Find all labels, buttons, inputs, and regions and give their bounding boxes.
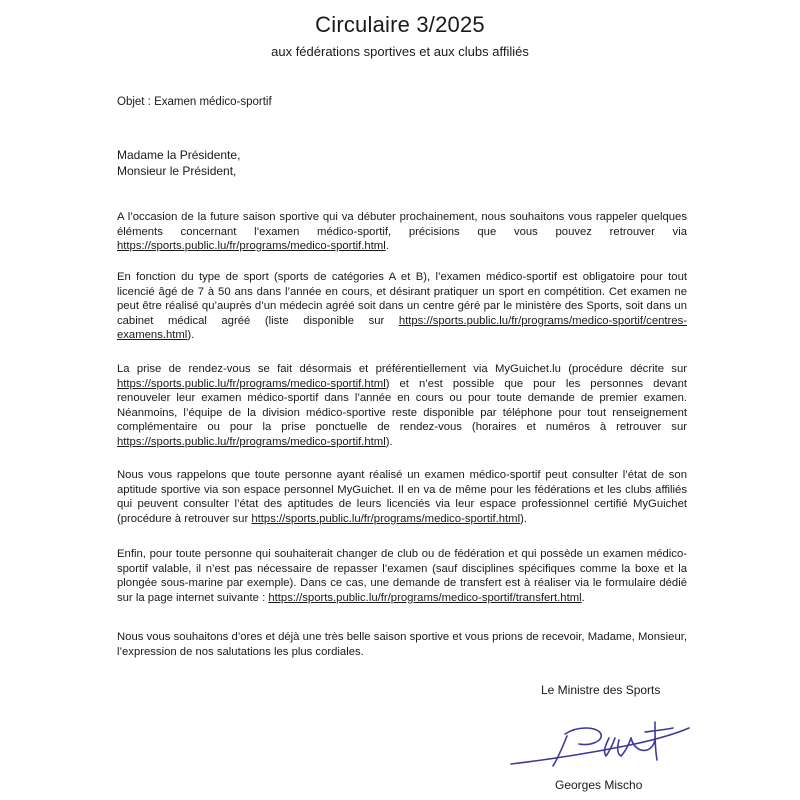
paragraph-2-end: ). xyxy=(187,329,195,341)
paragraph-4-text: Nous vous rappelons que toute personne ayant réalisé un examen médico-sportif peut consulter l’état de son aptitude sportive via son espace personnel MyGuichet. Il en va de même pour les fédérations et les clubs affiliés qui peuvent consulter l’état des aptitudes de leurs licenciés via leur espace professionnel certifié MyGuichet (procédure à retrouver sur xyxy=(117,469,687,525)
paragraph-3-link-a[interactable]: https://sports.public.lu/fr/programs/medico-sportif.html xyxy=(117,377,386,390)
paragraph-6 xyxy=(117,630,687,659)
salutation-line-1: Madame la Présidente, xyxy=(117,148,241,162)
paragraph-4-end: ). xyxy=(520,512,527,525)
paragraph-5 xyxy=(117,547,687,605)
signatory-name: Georges Mischo xyxy=(555,778,643,792)
paragraph-5-end: . xyxy=(581,591,585,604)
paragraph-5-text: Enfin, pour toute personne qui souhaiterait changer de club ou de fédération et qui possède un examen médico-sportif valable, il n’est pas nécessaire de repasser l’examen (sauf disciplines spécifiques comme la boxe et la plongée sous-marine par exemple). Dans ce cas, une demande de transfert est à réaliser via le formulaire dédié sur la page internet suivante : xyxy=(117,548,687,604)
paragraph-3-text-a: La prise de rendez-vous se fait désormais et préférentiellement via MyGuichet.lu (procédure décrite sur xyxy=(117,363,687,375)
paragraph-2-text: En fonction du type de sport (sports de catégories A et B), l’examen médico-sportif est obligatoire pour tout licencié âgé de 7 à 50 ans dans l’année en cours, et désirant pratiquer un sport en compétition. Cet examen ne peut être réalisé qu’auprès d’un médecin agréé soit dans un centre géré par le ministère des Sports, soit dans un cabinet médical agréé (liste disponible sur xyxy=(117,271,687,327)
paragraph-3-end: ). xyxy=(385,435,393,448)
signatory-title: Le Ministre des Sports xyxy=(541,683,661,697)
paragraph-3 xyxy=(117,362,687,449)
paragraph-5-link[interactable]: https://sports.public.lu/fr/programs/medico-sportif/transfert.html xyxy=(268,591,582,604)
salutation-line-2: Monsieur le Président, xyxy=(117,164,237,178)
paragraph-1-link[interactable]: https://sports.public.lu/fr/programs/medico-sportif.html xyxy=(117,240,386,252)
paragraph-1-text: A l’occasion de la future saison sportive qui va débuter prochainement, nous souhaitons vous rappeler quelques éléments concernant l’examen médico-sportif, précisions que vous pouvez retrouver via xyxy=(117,211,687,238)
paragraph-4 xyxy=(117,468,687,526)
paragraph-6-text: Nous vous souhaitons d’ores et déjà une très belle saison sportive et vous prions de recevoir, Madame, Monsieur, l’expression de nos salutations les plus cordiales. xyxy=(117,631,687,658)
page-subtitle: aux fédérations sportives et aux clubs affiliés xyxy=(271,44,529,59)
paragraph-2-link[interactable]: https://sports.public.lu/fr/programs/medico-sportif/centres-examens.html xyxy=(117,314,687,341)
paragraph-2 xyxy=(117,270,687,343)
paragraph-4-link[interactable]: https://sports.public.lu/fr/programs/medico-sportif.html xyxy=(251,512,521,525)
paragraph-1 xyxy=(117,210,687,254)
object-line: Objet : Examen médico-sportif xyxy=(117,96,272,108)
handwritten-signature xyxy=(505,712,695,777)
paragraph-1-end: . xyxy=(385,240,389,252)
page-title: Circulaire 3/2025 xyxy=(315,12,485,37)
paragraph-3-link-b[interactable]: https://sports.public.lu/fr/programs/medico-sportif.html xyxy=(117,435,386,448)
paragraph-3-text-b: ) et n’est possible que pour les personnes devant renouveler leur examen médico-sportif dans l’année en cours ou pour toute demande de premier examen. Néanmoins, l’équipe de la division médico-sportive reste disponible par téléphone pour tout renseignement complémentaire ou pour la prise ponctuelle de rendez-vous (horaires et numéros à retrouver sur xyxy=(117,377,687,433)
salutation xyxy=(117,147,240,179)
